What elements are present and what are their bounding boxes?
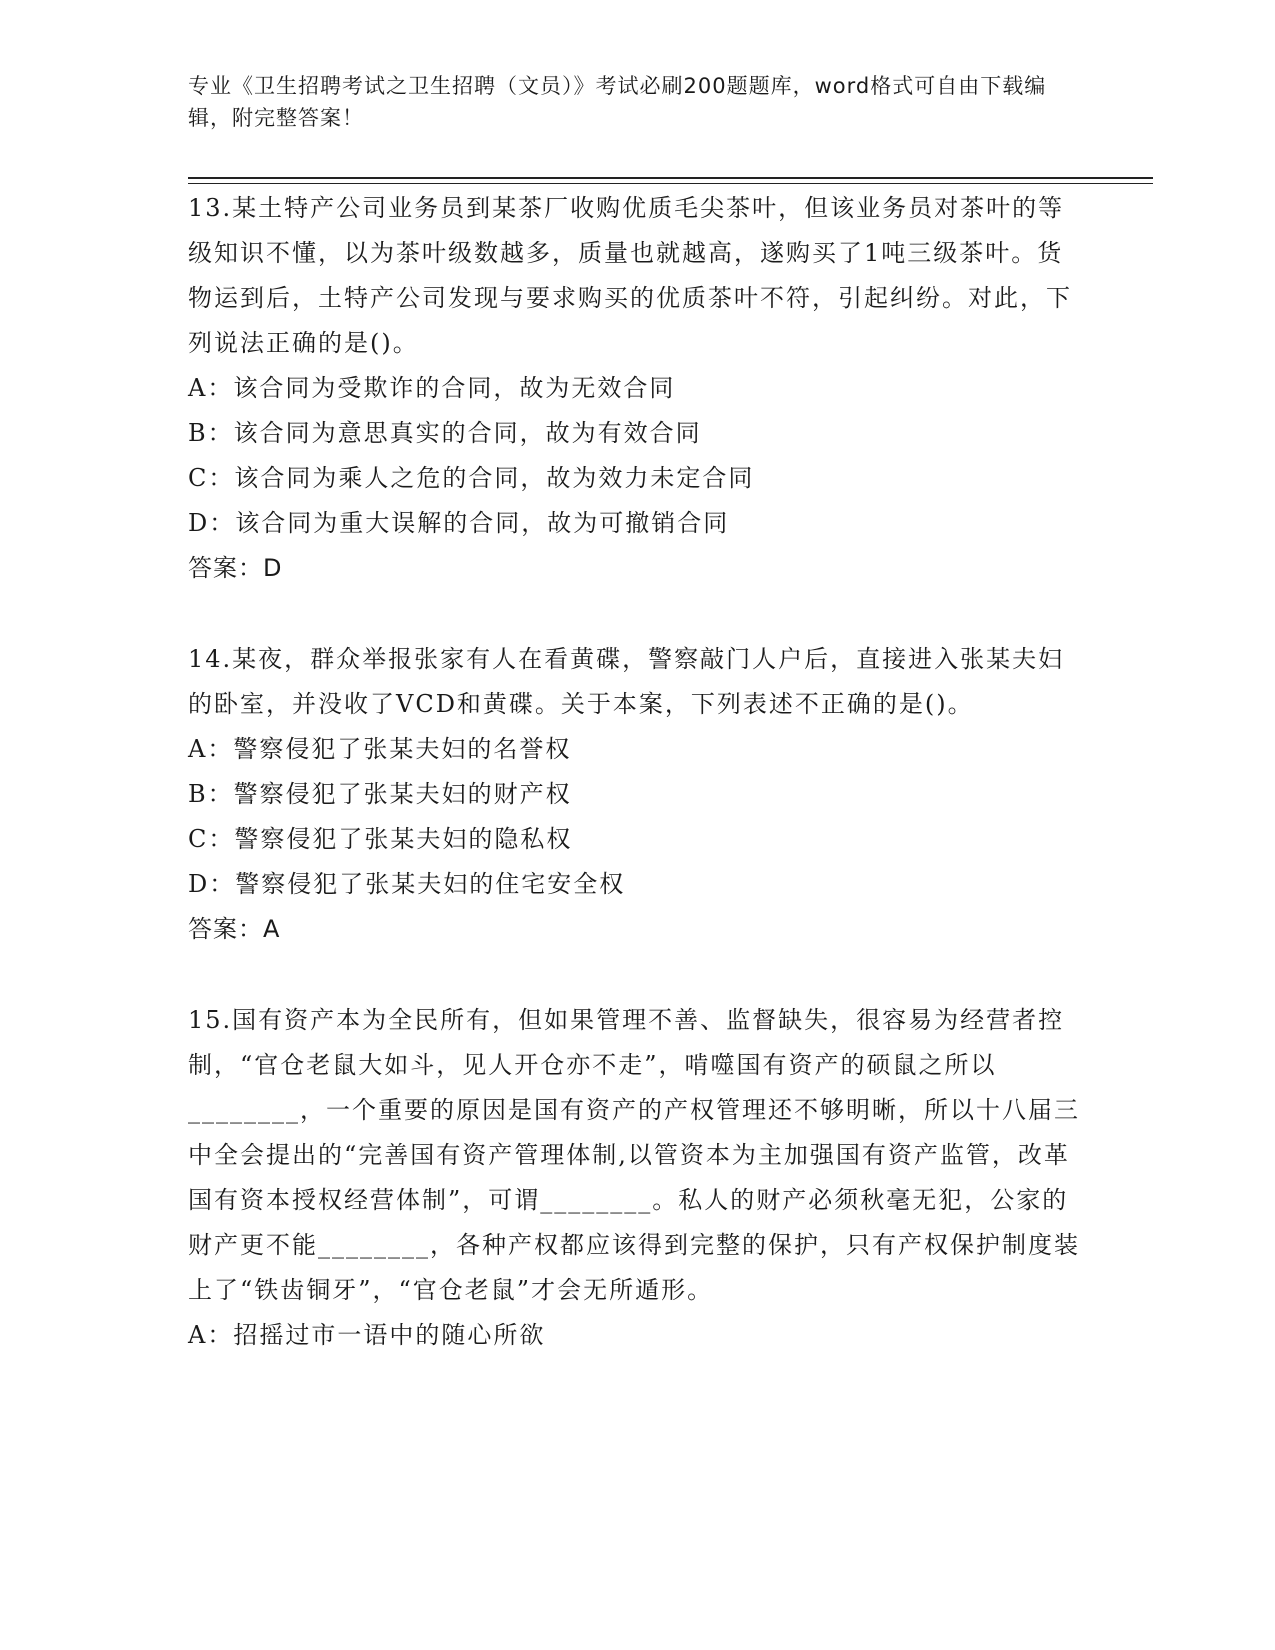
option-a: A：警察侵犯了张某夫妇的名誉权 xyxy=(188,735,572,763)
answer-line: 答案：D xyxy=(188,554,283,582)
option-c: C：警察侵犯了张某夫妇的隐私权 xyxy=(188,825,573,853)
question-spacer xyxy=(188,952,1088,998)
question-spacer xyxy=(188,591,1088,637)
option-c: C：该合同为乘人之危的合同，故为效力未定合同 xyxy=(188,464,755,492)
question-stem: 14.某夜，群众举报张家有人在看黄碟，警察敲门人户后，直接进入张某夫妇的卧室，并没收了VCD和黄碟。关于本案，下列表述不正确的是()。 xyxy=(188,645,1065,718)
option-b: B：该合同为意思真实的合同，故为有效合同 xyxy=(188,419,702,447)
question-14 xyxy=(188,637,1088,952)
option-d: D：警察侵犯了张某夫妇的住宅安全权 xyxy=(188,870,626,898)
option-d: D：该合同为重大误解的合同，故为可撤销合同 xyxy=(188,509,730,537)
question-15 xyxy=(188,998,1088,1358)
document-header: 专业《卫生招聘考试之卫生招聘（文员）》考试必刷200题题库，word格式可自由下载编辑，附完整答案！ xyxy=(188,74,1047,130)
answer-line: 答案：A xyxy=(188,915,281,943)
question-list xyxy=(188,186,1088,1358)
header-divider-thick xyxy=(188,177,1153,179)
question-stem: 13.某土特产公司业务员到某茶厂收购优质毛尖茶叶，但该业务员对茶叶的等级知识不懂，以为茶叶级数越多，质量也就越高，遂购买了1吨三级茶叶。货物运到后，土特产公司发现与要求购买的优质茶叶不符，引起纠纷。对此，下列说法正确的是()。 xyxy=(188,194,1072,357)
question-13 xyxy=(188,186,1088,591)
option-a: A：该合同为受欺诈的合同，故为无效合同 xyxy=(188,374,676,402)
option-a: A：招摇过市一语中的随心所欲 xyxy=(188,1321,546,1349)
header-divider-thin xyxy=(188,183,1153,184)
option-b: B：警察侵犯了张某夫妇的财产权 xyxy=(188,780,572,808)
question-stem: 15.国有资产本为全民所有，但如果管理不善、监督缺失，很容易为经营者控制，“官仓老鼠大如斗，见人开仓亦不走”，啃噬国有资产的硕鼠之所以________，一个重要的原因是国有资产的产权管理还不够明晰，所以十八届三中全会提出的“完善国有资产管理体制,以管资本为主加强国有资产监管，改革国有资本授权经营体制”，可谓________。私人的财产必须秋毫无犯，公家的财产更不能________，各种产权都应该得到完整的保护，只有产权保护制度装上了“铁齿铜牙”，“官仓老鼠”才会无所遁形。 xyxy=(188,1006,1080,1304)
